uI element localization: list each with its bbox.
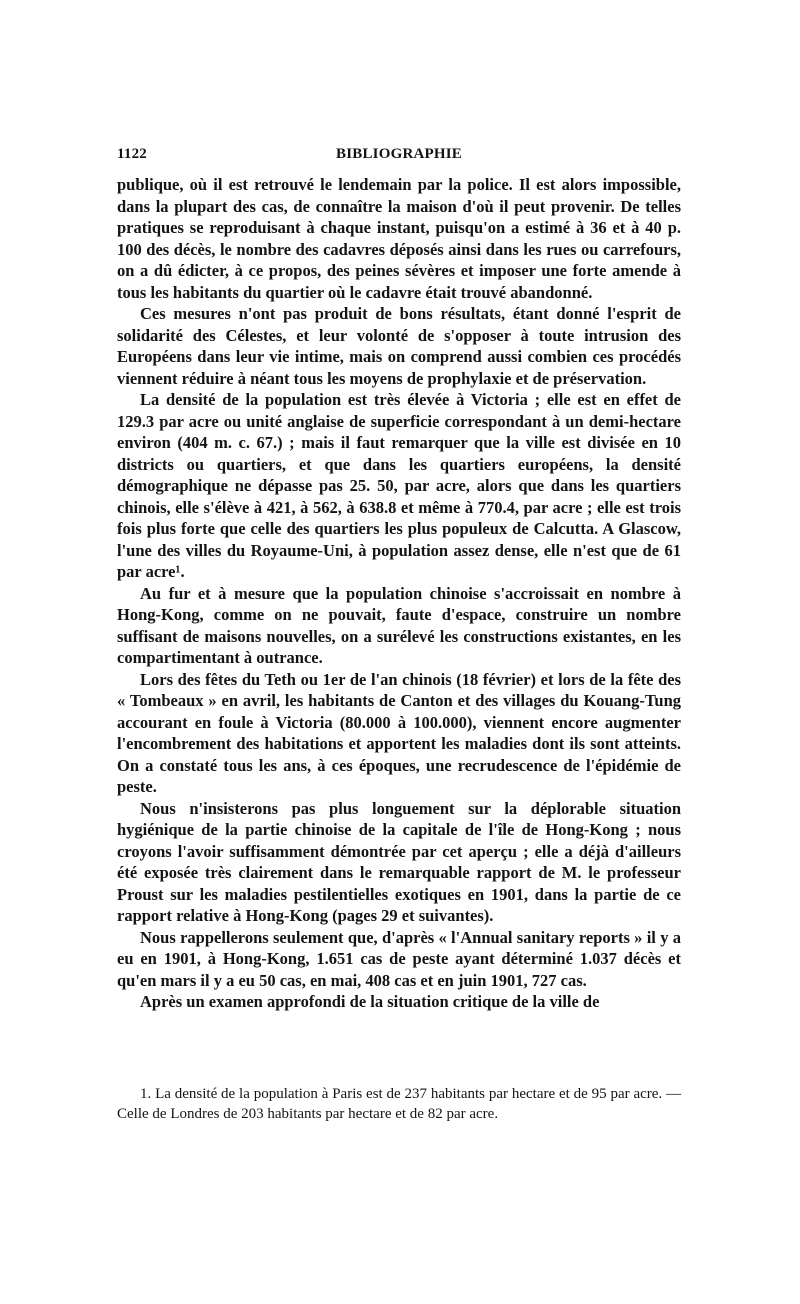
paragraph: Au fur et à mesure que la population chinoise s'accroissait en nombre à Hong-Kong, comme on ne pouvait, faute d'espace, construire un nombre suffisant de maisons nouvelles, on a surélevé les constructions existantes, en les compartimentant à outrance. [117,583,681,667]
paragraph: Après un examen approfondi de la situation critique de la ville de [140,992,600,1011]
paragraph: Lors des fêtes du Teth ou 1er de l'an chinois (18 février) et lors de la fête des « Tombeaux » en avril, les habitants de Canton et des villages du Kouang-Tung accourant en foule à Victoria (80.000 à 100.000), viennent encore augmenter l'encombrement des habitations et apportent les maladies dont ils sont atteints. On a constaté tous les ans, à ces époques, une recrudescence de l'épidémie de peste. [117,669,681,796]
running-title: BIBLIOGRAPHIE [336,146,462,162]
paragraph-continued: publique, où il est retrouvé le lendemain par la police. Il est alors impossible, dans la plupart des cas, de connaître la maison d'où il peut provenir. De telles pratiques se reproduisant à chaque instant, puisqu'on a estimé à 36 et à 40 p. 100 des décès, le nombre des cadavres déposés ainsi dans les rues ou carrefours, on a dû édicter, à ce propos, des peines sévères et imposer une forte amende à tous les habitants du quartier où le cadavre était trouvé abandonné. [117,175,681,302]
footnotes [117,1084,681,1124]
page-number: 1122 [117,146,147,162]
paragraph: Nous rappellerons seulement que, d'après « l'Annual sanitary reports » il y a eu en 1901, à Hong-Kong, 1.651 cas de peste ayant déterminé 1.037 décès et qu'en mars il y a eu 50 cas, en mai, 408 cas et en juin 1901, 727 cas. [117,927,681,990]
footnote: 1. La densité de la population à Paris est de 237 habitants par hectare et de 95 par acre. — Celle de Londres de 203 habitants par hectare et de 82 par acre. [117,1086,681,1122]
paragraph: La densité de la population est très élevée à Victoria ; elle est en effet de 129.3 par acre ou unité anglaise de superficie correspondant à un demi-hectare environ (404 m. c. 67.) ; mais il faut remarquer que la ville est divisée en 10 districts ou quartiers, et que dans les quartiers européens, la densité démographique ne dépasse pas 25. 50, par acre, alors que dans les quartiers chinois, elle s'élève à 421, à 562, à 638.8 et même à 770.4, par acre ; elle est trois fois plus forte que celle des quartiers les plus populeux de Calcutta. A Glascow, l'une des villes du Royaume-Uni, à population assez dense, elle n'est que de 61 par acre¹. [117,390,681,581]
paragraph: Ces mesures n'ont pas produit de bons résultats, étant donné l'esprit de solidarité des Célestes, et leur volonté de s'opposer à toute intrusion des Européens dans leur vie intime, mais on comprend aussi combien ces procédés viennent réduire à néant tous les moyens de prophylaxie et de préservation. [117,304,681,388]
running-head [117,146,681,168]
body-text [117,174,681,1013]
paragraph: Nous n'insisterons pas plus longuement sur la déplorable situation hygiénique de la partie chinoise de la capitale de l'île de Hong-Kong ; nous croyons l'avoir suffisamment démontrée par cet aperçu ; elle a déjà d'ailleurs été exposée très clairement dans le remarquable rapport de M. le professeur Proust sur les maladies pestilentielles exotiques en 1901, dans la partie de ce rapport relative à Hong-Kong (pages 29 et suivantes). [117,798,681,925]
